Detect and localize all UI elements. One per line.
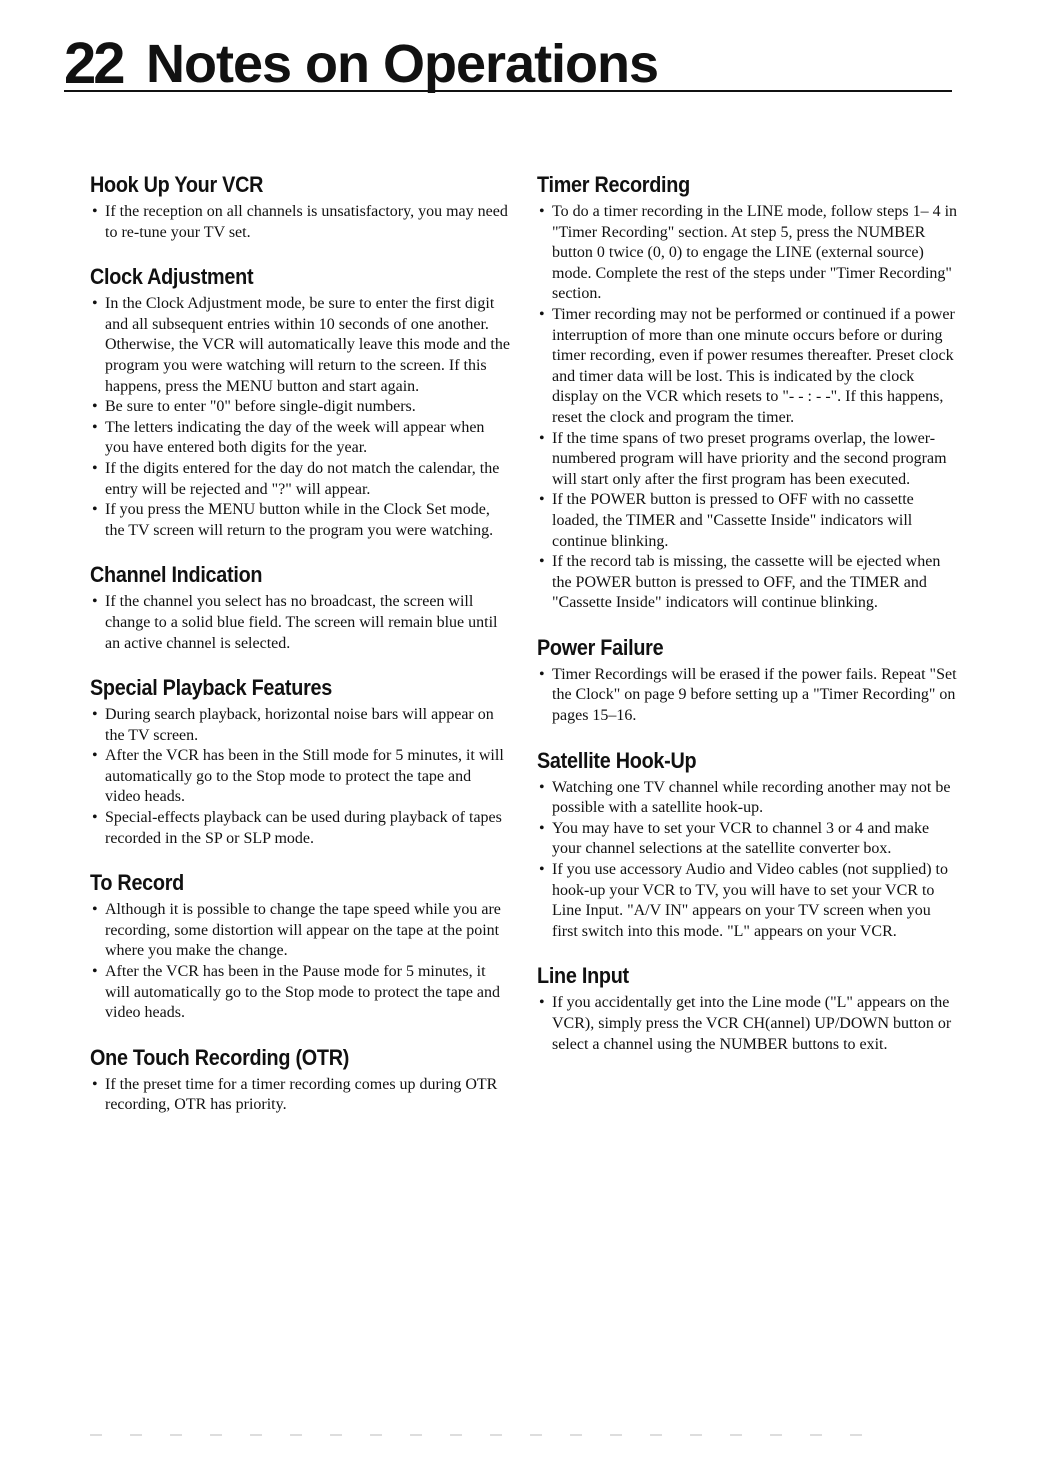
section-hook-up-your-vcr xyxy=(90,170,510,243)
bullet-list xyxy=(90,705,510,849)
bullet-list xyxy=(90,592,510,654)
section-heading: To Record xyxy=(90,870,185,896)
bullet-item: • If you press the MENU button while in the Clock Set mode, the TV screen will return to the program you were watching. xyxy=(90,500,510,541)
section-power-failure xyxy=(537,633,957,727)
section-timer-recording xyxy=(537,170,957,614)
section-special-playback-features xyxy=(90,673,510,849)
section-heading: Line Input xyxy=(537,963,629,989)
bullet-list xyxy=(537,665,957,727)
bullet-list xyxy=(537,993,957,1055)
section-heading: Channel Indication xyxy=(90,562,263,588)
bullet-item: • You may have to set your VCR to channel 3 or 4 and make your channel selections at the satellite converter box. xyxy=(537,819,957,860)
bullet-list xyxy=(90,1075,510,1116)
section-line-input xyxy=(537,961,957,1055)
bullet-item: • Watching one TV channel while recording another may not be possible with a satellite hook-up. xyxy=(537,778,957,819)
section-heading: Hook Up Your VCR xyxy=(90,172,264,197)
section-heading: Special Playback Features xyxy=(90,675,333,701)
bullet-item: • Special-effects playback can be used during playback of tapes recorded in the SP or SLP mode. xyxy=(90,808,510,849)
bullet-item: • Timer Recordings will be erased if the power fails. Repeat "Set the Clock" on page 9 before setting up a "Timer Recording" on pages 15–16. xyxy=(537,665,957,727)
bullet-item: • If the reception on all channels is unsatisfactory, you may need to re-tune your TV set. xyxy=(90,202,510,243)
bullet-item: • If the preset time for a timer recording comes up during OTR recording, OTR has priority. xyxy=(90,1075,510,1116)
bullet-item: • After the VCR has been in the Still mode for 5 minutes, it will automatically go to the Stop mode to protect the tape and video heads. xyxy=(90,746,510,808)
section-satellite-hook-up xyxy=(537,746,957,943)
bullet-item: • To do a timer recording in the LINE mode, follow steps 1– 4 in "Timer Recording" section. At step 5, press the NUMBER button 0 twice (0, 0) to engage the LINE (external source) mode. Complete the rest of the steps under "Timer Recording" section. xyxy=(537,202,957,305)
bullet-item: • During search playback, horizontal noise bars will appear on the TV screen. xyxy=(90,705,510,746)
bullet-item: • If the record tab is missing, the cassette will be ejected when the POWER button is pressed to OFF, and the TIMER and "Cassette Inside" indicators will continue blinking. xyxy=(537,552,957,614)
bullet-list xyxy=(537,778,957,943)
section-heading: Satellite Hook-Up xyxy=(537,747,697,773)
bullet-item: • Timer recording may not be performed or continued if a power interruption of more than one minute occurs before or during timer recording, even if power resumes thereafter. Preset clock and timer data will be lost. This is indicated by the clock display on the VCR which resets to "- - : - -". If this happens, reset the clock and program the timer. xyxy=(537,305,957,429)
bullet-item: • The letters indicating the day of the week will appear when you have entered both digits for the year. xyxy=(90,418,510,459)
section-to-record xyxy=(90,868,510,1024)
bullet-item: • If the digits entered for the day do not match the calendar, the entry will be rejected and "?" will appear. xyxy=(90,459,510,500)
section-heading: Clock Adjustment xyxy=(90,264,254,290)
section-heading: Power Failure xyxy=(537,634,664,660)
bullet-list xyxy=(90,294,510,541)
bullet-item: • If the channel you select has no broadcast, the screen will change to a solid blue field. The screen will remain blue until an active channel is selected. xyxy=(90,592,510,654)
bullet-item: • In the Clock Adjustment mode, be sure to enter the first digit and all subsequent entries within 10 seconds of one another. Otherwise, the VCR will automatically leave this mode and the program you were watching will return to the screen. If this happens, press the MENU button and start again. xyxy=(90,294,510,397)
bullet-list xyxy=(90,202,510,243)
scan-artifacts xyxy=(90,1434,870,1436)
page-header xyxy=(64,30,952,96)
bullet-item: • If the time spans of two preset programs overlap, the lower-numbered program will have priority and the second program will start only after the first program has been executed. xyxy=(537,429,957,491)
section-channel-indication xyxy=(90,560,510,654)
page-number: 22 xyxy=(64,31,123,96)
bullet-list xyxy=(90,900,510,1024)
bullet-list xyxy=(537,202,957,614)
bullet-item: • Although it is possible to change the tape speed while you are recording, some distortion will appear on the tape at the point where you make the change. xyxy=(90,900,510,962)
section-clock-adjustment xyxy=(90,262,510,541)
left-column xyxy=(90,170,510,1135)
bullet-item: • Be sure to enter "0" before single-digit numbers. xyxy=(90,397,510,418)
bullet-item: • If you accidentally get into the Line mode ("L" appears on the VCR), simply press the VCR CH(annel) UP/DOWN button or select a channel using the NUMBER buttons to exit. xyxy=(537,993,957,1055)
bullet-item: • If the POWER button is pressed to OFF with no cassette loaded, the TIMER and "Cassette Inside" indicators will continue blinking. xyxy=(537,490,957,552)
right-column xyxy=(537,170,957,1074)
bullet-item: • After the VCR has been in the Pause mode for 5 minutes, it will automatically go to the Stop mode to protect the tape and video heads. xyxy=(90,962,510,1024)
page-title: Notes on Operations xyxy=(146,34,659,94)
section-one-touch-recording-otr xyxy=(90,1043,510,1116)
bullet-item: • If you use accessory Audio and Video cables (not supplied) to hook-up your VCR to TV, you will have to set your VCR to Line Input. "A/V IN" appears on your TV screen when you first switch into this mode. "L" appears on your VCR. xyxy=(537,860,957,942)
section-heading: One Touch Recording (OTR) xyxy=(90,1044,350,1070)
section-heading: Timer Recording xyxy=(537,172,690,197)
